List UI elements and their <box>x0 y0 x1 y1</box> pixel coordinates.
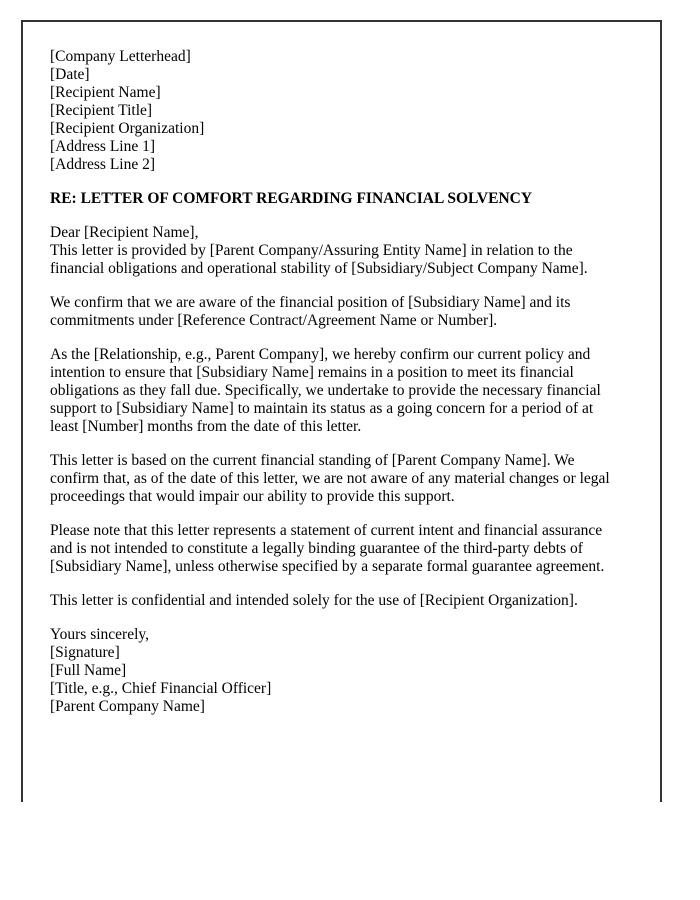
paragraph-non-binding-note: Please note that this letter represents a statement of current intent and financial assurance and is not intended to constitute a legally binding guarantee of the third-party debts of [Subsidiary Name], unless otherwise specified by a separate formal guarantee agreement. <box>50 522 605 575</box>
signer-title-placeholder: [Title, e.g., Chief Financial Officer] <box>50 680 272 697</box>
parent-company-name-placeholder: [Parent Company Name] <box>50 698 205 715</box>
salutation: Dear [Recipient Name], <box>50 224 199 241</box>
signature-block <box>50 644 618 716</box>
recipient-name-line: [Recipient Name] <box>50 84 161 101</box>
letter-page <box>21 20 662 802</box>
signature-placeholder: [Signature] <box>50 644 120 661</box>
recipient-organization-line: [Recipient Organization] <box>50 120 205 137</box>
signer-full-name-placeholder: [Full Name] <box>50 662 127 679</box>
company-letterhead-placeholder: [Company Letterhead] <box>50 48 191 65</box>
paragraph-confidentiality: This letter is confidential and intended solely for the use of [Recipient Organization]. <box>50 592 578 609</box>
address-line-1: [Address Line 1] <box>50 138 156 155</box>
date-placeholder: [Date] <box>50 66 90 83</box>
subject-line: RE: LETTER OF COMFORT REGARDING FINANCIAL SOLVENCY <box>50 190 533 207</box>
closing-phrase: Yours sincerely, <box>50 626 150 643</box>
recipient-title-line: [Recipient Title] <box>50 102 153 119</box>
paragraph-introduction: This letter is provided by [Parent Company/Assuring Entity Name] in relation to the financial obligations and operational stability of [Subsidiary/Subject Company Name]. <box>50 242 588 277</box>
paragraph-awareness: We confirm that we are aware of the financial position of [Subsidiary Name] and its commitments under [Reference Contract/Agreement Name or Number]. <box>50 294 571 329</box>
paragraph-financial-standing: This letter is based on the current financial standing of [Parent Company Name]. We confirm that, as of the date of this letter, we are not aware of any material changes or legal proceedings that would impair our ability to provide this support. <box>50 452 610 505</box>
recipient-address-block <box>50 84 618 174</box>
paragraph-support-undertaking: As the [Relationship, e.g., Parent Company], we hereby confirm our current policy and intention to ensure that [Subsidiary Name] remains in a position to meet its financial obligations as they fall due. Specifically, we undertake to provide the necessary financial support to [Subsidiary Name] to maintain its status as a going concern for a period of at least [Number] months from the date of this letter. <box>50 346 601 435</box>
address-line-2: [Address Line 2] <box>50 156 156 173</box>
